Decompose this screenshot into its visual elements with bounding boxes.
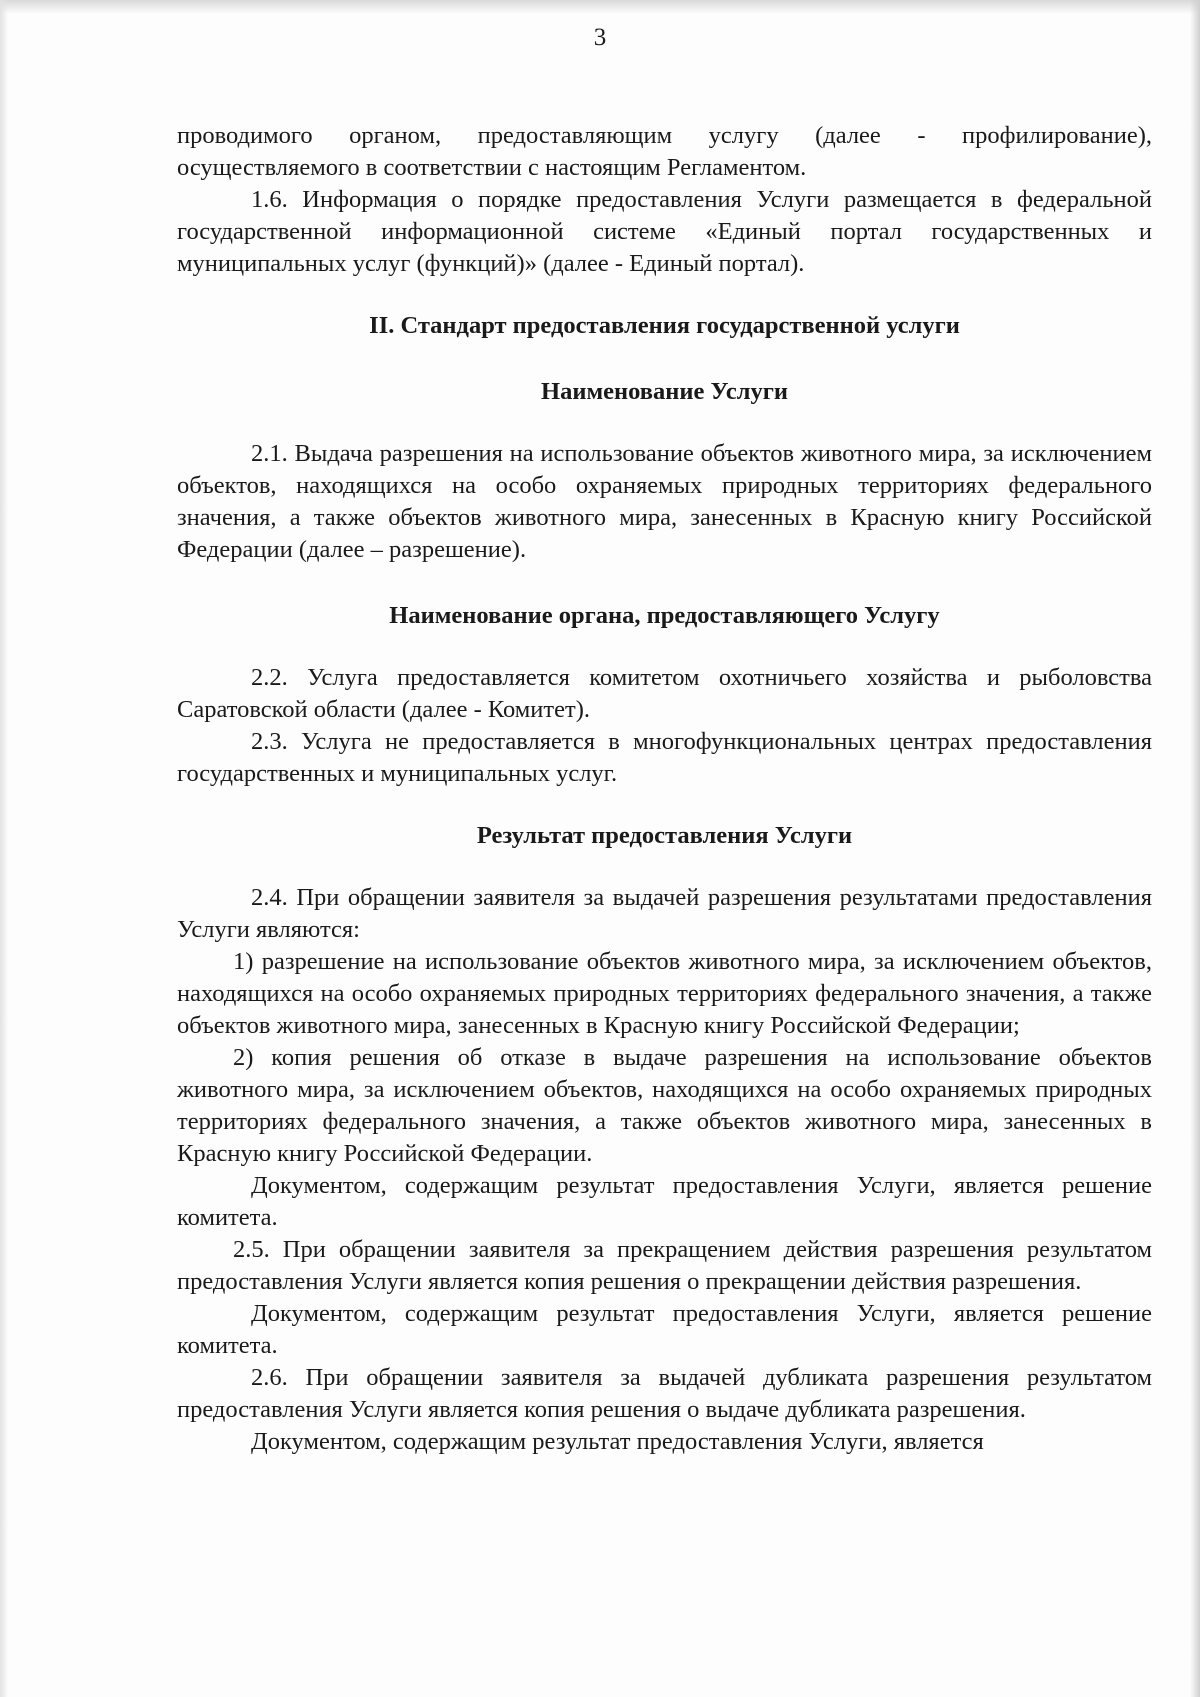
paragraph-result-document: Документом, содержащим результат предоставления Услуги, является решение комитета. — [177, 1300, 1152, 1359]
section-heading-standard: II. Стандарт предоставления государственной услуги — [369, 312, 960, 339]
list-item-2: 2) копия решения об отказе в выдаче разрешения на использование объектов животного мира, за исключением объектов, находящихся на особо охраняемых природных территориях федерального значения, а также объектов животного мира, занесенных в Красную книгу Российской Федерации. — [177, 1044, 1152, 1167]
subheading-authority-name: Наименование органа, предоставляющего Услугу — [389, 602, 940, 629]
paragraph-2-6: 2.6. При обращении заявителя за выдачей дубликата разрешения результатом предоставления Услуги является копия решения о выдаче дубликата разрешения. — [177, 1364, 1152, 1423]
paragraph-2-5: 2.5. При обращении заявителя за прекращением действия разрешения результатом предоставления Услуги является копия решения о прекращении действия разрешения. — [177, 1236, 1152, 1295]
subheading-service-name: Наименование Услуги — [541, 378, 788, 405]
paragraph-2-1: 2.1. Выдача разрешения на использование объектов животного мира, за исключением объектов, находящихся на особо охраняемых природных территориях федерального значения, а также объектов животного мира, занесенных в Красную книгу Российской Федерации (далее – разрешение). — [177, 440, 1152, 563]
page-number: 3 — [593, 24, 607, 51]
scan-edge-right — [1190, 0, 1200, 1697]
scan-edge-left — [0, 0, 8, 1697]
document-body — [177, 120, 1152, 1458]
paragraph-2-2: 2.2. Услуга предоставляется комитетом охотничьего хозяйства и рыболовства Саратовской области (далее - Комитет). — [177, 664, 1152, 723]
paragraph-2-4: 2.4. При обращении заявителя за выдачей разрешения результатами предоставления Услуги являются: — [177, 884, 1152, 943]
paragraph-result-document: Документом, содержащим результат предоставления Услуги, является решение комитета. — [177, 1172, 1152, 1231]
subheading-service-result: Результат предоставления Услуги — [476, 822, 853, 849]
paragraph-1-6: 1.6. Информация о порядке предоставления Услуги размещается в федеральной государственной информационной системе «Единый портал государственных и муниципальных услуг (функций)» (далее - Единый портал). — [177, 186, 1152, 277]
paragraph-2-3: 2.3. Услуга не предоставляется в многофункциональных центрах предоставления государственных и муниципальных услуг. — [177, 728, 1152, 787]
list-item-1: 1) разрешение на использование объектов животного мира, за исключением объектов, находящихся на особо охраняемых природных территориях федерального значения, а также объектов животного мира, занесенных в Красную книгу Российской Федерации; — [177, 948, 1152, 1039]
scan-edge-top — [0, 0, 1200, 14]
paragraph-continuation: проводимого органом, предоставляющим услугу (далее - профилирование), осуществляемого в соответствии с настоящим Регламентом. — [177, 122, 1152, 181]
paragraph-result-document: Документом, содержащим результат предоставления Услуги, является — [251, 1428, 984, 1455]
